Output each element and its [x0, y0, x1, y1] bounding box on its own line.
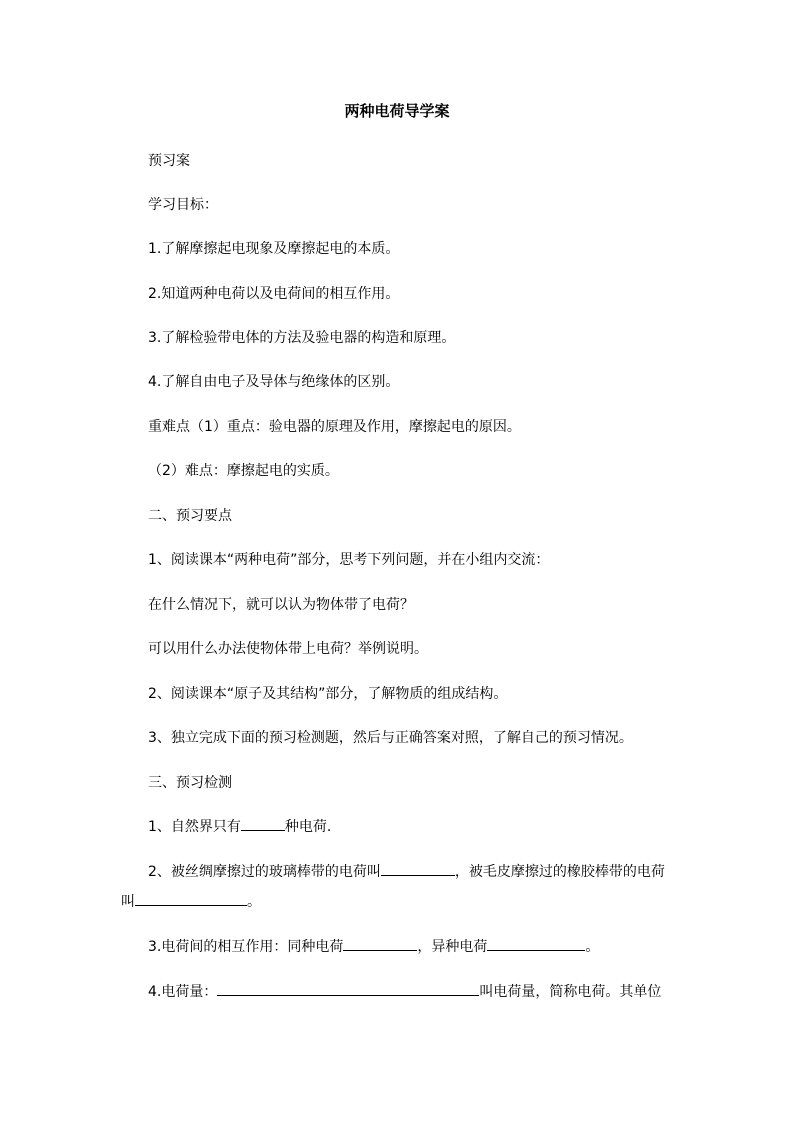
- question-2-continued: [121, 891, 261, 911]
- question-3-blank-1[interactable]: [343, 936, 417, 951]
- section-preview: 预习案: [148, 153, 190, 169]
- key-points: 重难点（1）重点：验电器的原理及作用，摩擦起电的原因。: [148, 419, 521, 435]
- question-1-blank[interactable]: [241, 816, 285, 831]
- preview-point-3: 3、独立完成下面的预习检测题，然后与正确答案对照，了解自己的预习情况。: [148, 730, 633, 746]
- question-1-text-b: 种电荷.: [284, 819, 332, 835]
- objective-3: 3.了解检验带电体的方法及验电器的构造和原理。: [148, 330, 456, 346]
- preview-point-2: 2、阅读课本“原子及其结构”部分，了解物质的组成结构。: [148, 686, 508, 702]
- question-2: [148, 861, 665, 881]
- question-3: [148, 936, 599, 956]
- question-1: [148, 816, 331, 836]
- question-4-text-a: 4.电荷量：: [148, 984, 218, 1000]
- preview-question-1: 在什么情况下，就可以认为物体带了电荷？: [148, 597, 414, 613]
- preview-point-1: 1、阅读课本“两种电荷”部分，思考下列问题，并在小组内交流：: [148, 552, 550, 568]
- question-4: [148, 981, 661, 1001]
- question-3-text-b: ，异种电荷: [417, 939, 488, 955]
- question-2-text-d: 。: [247, 894, 261, 910]
- objective-2: 2.知道两种电荷以及电荷间的相互作用。: [148, 286, 400, 302]
- objective-4: 4.了解自由电子及导体与绝缘体的区别。: [148, 374, 400, 390]
- question-1-text-a: 1、自然界只有: [148, 819, 241, 835]
- objective-1: 1.了解摩擦起电现象及摩擦起电的本质。: [148, 241, 400, 257]
- question-3-blank-2[interactable]: [487, 936, 585, 951]
- preview-points-heading: 二、预习要点: [148, 508, 232, 524]
- question-4-blank[interactable]: [217, 981, 479, 996]
- objectives-heading: 学习目标：: [148, 197, 218, 213]
- difficult-points: （2）难点：摩擦起电的实质。: [148, 463, 339, 479]
- question-3-text-c: 。: [585, 939, 600, 955]
- question-2-text-a: 2、被丝绸摩擦过的玻璃棒带的电荷叫: [148, 864, 381, 880]
- question-2-text-c: 叫: [121, 894, 135, 910]
- check-heading: 三、预习检测: [148, 775, 232, 791]
- question-3-text-a: 3.电荷间的相互作用：同种电荷: [148, 939, 344, 955]
- question-2-blank-2[interactable]: [135, 891, 247, 906]
- preview-question-2: 可以用什么办法使物体带上电荷？举例说明。: [148, 641, 428, 657]
- document-title: 两种电荷导学案: [344, 102, 450, 120]
- question-4-text-b: 叫电荷量，简称电荷。其单位: [479, 984, 662, 1000]
- question-2-text-b: ，被毛皮摩擦过的橡胶棒带的电荷: [454, 864, 665, 880]
- question-2-blank-1[interactable]: [381, 861, 455, 876]
